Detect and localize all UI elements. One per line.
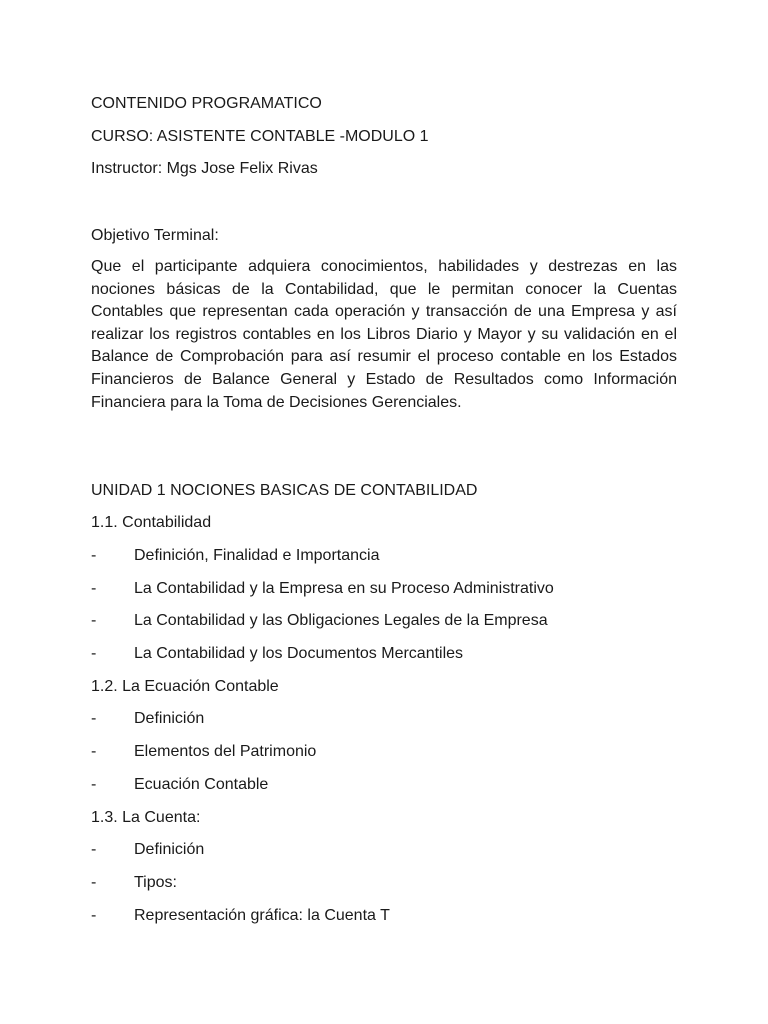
section-heading: 1.3. La Cuenta:	[91, 809, 201, 826]
section-heading: 1.1. Contabilidad	[91, 514, 212, 531]
unit-title: UNIDAD 1 NOCIONES BASICAS DE CONTABILIDAD	[91, 482, 478, 499]
bullet-dash: -	[91, 841, 97, 858]
list-item-text: Ecuación Contable	[134, 776, 269, 793]
bullet-dash: -	[91, 710, 97, 727]
bullet-dash: -	[91, 907, 97, 924]
objective-heading: Objetivo Terminal:	[91, 227, 219, 244]
bullet-dash: -	[91, 612, 97, 629]
list-item-text: La Contabilidad y las Obligaciones Legales de la Empresa	[134, 612, 548, 629]
list-item-text: Definición, Finalidad e Importancia	[134, 547, 380, 564]
list-item-text: La Contabilidad y la Empresa en su Proceso Administrativo	[134, 580, 554, 597]
list-item-text: La Contabilidad y los Documentos Mercantiles	[134, 645, 464, 662]
bullet-dash: -	[91, 580, 97, 597]
section-heading: 1.2. La Ecuación Contable	[91, 678, 279, 695]
list-item-text: Definición	[134, 841, 205, 858]
bullet-dash: -	[91, 743, 97, 760]
bullet-dash: -	[91, 874, 97, 891]
bullet-dash: -	[91, 645, 97, 662]
instructor-line: Instructor: Mgs Jose Felix Rivas	[91, 160, 318, 177]
list-item-text: Definición	[134, 710, 205, 727]
bullet-dash: -	[91, 547, 97, 564]
list-item-text: Tipos:	[134, 874, 177, 891]
course-line: CURSO: ASISTENTE CONTABLE -MODULO 1	[91, 128, 429, 145]
document-title: CONTENIDO PROGRAMATICO	[91, 95, 322, 112]
objective-paragraph: Que el participante adquiera conocimientos, habilidades y destrezas en las nociones básicas de la Contabilidad, que le permitan conocer la Cuentas Contables que representan cada operación y transacción de una Empresa y así realizar los registros contables en los Libros Diario y Mayor y su validación en el Balance de Comprobación para así resumir el proceso contable en los Estados Financieros de Balance General y Estado de Resultados como Información Financiera para la Toma de Decisiones Gerenciales.	[91, 258, 677, 411]
list-item-text: Elementos del Patrimonio	[134, 743, 317, 760]
bullet-dash: -	[91, 776, 97, 793]
list-item-text: Representación gráfica: la Cuenta T	[134, 907, 390, 924]
